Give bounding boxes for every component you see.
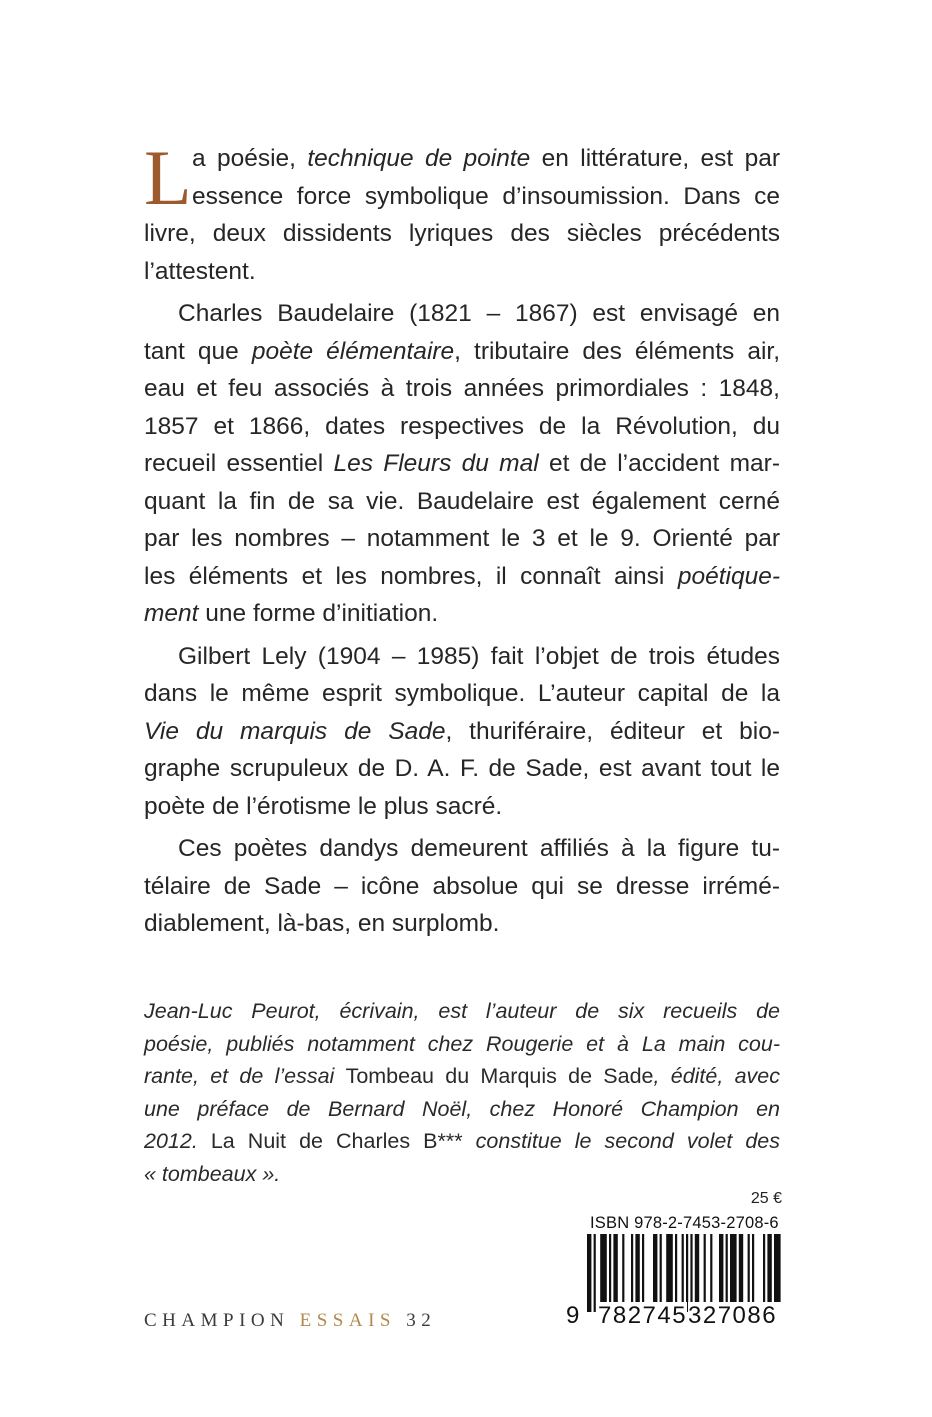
blurb-line: quant la fin de sa vie. Baudelaire est également cerné bbox=[144, 487, 780, 515]
blurb-line: l’attestent. bbox=[144, 257, 256, 285]
barcode-bar bbox=[613, 1234, 617, 1302]
barcode-bar bbox=[642, 1234, 644, 1302]
blurb-line: Charles Baudelaire (1821 – 1867) est envisagé en bbox=[178, 300, 780, 327]
barcode-bar bbox=[710, 1234, 712, 1302]
barcode-bar bbox=[704, 1234, 706, 1302]
barcode-bar bbox=[587, 1234, 591, 1312]
blurb-line: eau et feu associés à trois années primordiales : 1848, bbox=[144, 375, 780, 402]
blurb-line: recueil essentiel Les Fleurs du mal et de l’accident mar- bbox=[144, 450, 781, 477]
isbn-label: ISBN 978-2-7453-2708-6 bbox=[590, 1214, 779, 1232]
series-number: 32 bbox=[406, 1310, 437, 1331]
barcode-digit-first: 9 bbox=[566, 1302, 581, 1329]
blurb-line: livre, deux dissidents lyriques des siècles précédents bbox=[144, 220, 780, 247]
barcode-bar bbox=[660, 1234, 662, 1302]
bio-line: 2012. La Nuit de Charles B*** constitue le second volet des bbox=[144, 1129, 781, 1153]
paragraph-lely bbox=[144, 638, 780, 826]
barcode-bar bbox=[682, 1234, 684, 1302]
paragraph-baudelaire bbox=[144, 295, 780, 633]
barcode-digits-right: 327086 bbox=[688, 1302, 778, 1329]
blurb-line: ment une forme d’initiation. bbox=[144, 600, 439, 627]
barcode-bar bbox=[666, 1234, 673, 1302]
barcode-bar bbox=[774, 1234, 781, 1302]
barcode-bar bbox=[653, 1234, 657, 1302]
barcode-bar bbox=[763, 1234, 765, 1302]
barcode-bar bbox=[752, 1234, 754, 1302]
paragraph-intro bbox=[144, 134, 780, 290]
blurb-line: tant que poète élémentaire, tributaire des éléments air, bbox=[144, 337, 781, 365]
barcode-bar bbox=[726, 1234, 728, 1302]
barcode-bar bbox=[730, 1234, 737, 1302]
blurb-line: Vie du marquis de Sade, thuriféraire, éditeur et bio- bbox=[144, 717, 780, 745]
blurb-line: télaire de Sade – icône absolue qui se dresse irrémé- bbox=[144, 872, 780, 900]
blurb-line: dans le même esprit symbolique. L’auteur capital de la bbox=[144, 680, 780, 707]
barcode-digits-left: 782745 bbox=[598, 1302, 688, 1329]
blurb-line: L a poésie, technique de pointe en littérature, est par bbox=[144, 134, 780, 221]
barcode-bar bbox=[739, 1234, 743, 1302]
blurb-line: Gilbert Lely (1904 – 1985) fait l’objet de trois études bbox=[178, 642, 780, 670]
barcode-bar bbox=[719, 1234, 723, 1302]
barcode-bar bbox=[767, 1234, 771, 1302]
barcode-bar bbox=[675, 1234, 677, 1302]
bio-line: poésie, publiés notamment chez Rougerie et à La main cou- bbox=[144, 1031, 780, 1056]
series-essais: ESSAIS bbox=[299, 1310, 396, 1331]
bio-line: « tombeaux ». bbox=[144, 1161, 281, 1186]
blurb-line: Ces poètes dandys demeurent affiliés à la figure tu- bbox=[178, 835, 780, 862]
barcode-bar bbox=[631, 1234, 633, 1302]
barcode-bar bbox=[635, 1234, 639, 1302]
bio-line: rante, et de l’essai Tombeau du Marquis de Sade, édité, avec bbox=[144, 1064, 780, 1088]
barcode-bar bbox=[748, 1234, 750, 1302]
author-bio bbox=[144, 995, 780, 1190]
blurb bbox=[144, 134, 781, 943]
barcode-bar bbox=[622, 1234, 624, 1302]
blurb-line: par les nombres – notamment le 3 et le 9. Orienté par bbox=[144, 525, 780, 552]
bio-line: une préface de Bernard Noël, chez Honoré Champion en bbox=[144, 1096, 780, 1121]
series-footer bbox=[144, 1310, 436, 1332]
blurb-line: essence force symbolique d’insoumission. Dans ce bbox=[192, 182, 780, 210]
barcode-bar bbox=[594, 1234, 596, 1312]
drop-cap: L bbox=[144, 134, 192, 221]
blurb-line: diablement, là-bas, en surplomb. bbox=[144, 910, 500, 937]
barcode-bar bbox=[600, 1234, 607, 1302]
price-label: 25 € bbox=[750, 1190, 782, 1207]
paragraph-dandys bbox=[144, 830, 780, 943]
bio-line: Jean-Luc Peurot, écrivain, est l’auteur de six recueils de bbox=[144, 999, 780, 1023]
barcode-bar bbox=[609, 1234, 611, 1302]
barcode-bar bbox=[686, 1234, 688, 1312]
blurb-line: 1857 et 1866, dates respectives de la Révolution, du bbox=[144, 412, 780, 440]
blurb-line: graphe scrupuleux de D. A. F. de Sade, est avant tout le bbox=[144, 755, 780, 782]
barcode-bar bbox=[690, 1234, 692, 1312]
blurb-line: poète de l’érotisme le plus sacré. bbox=[144, 792, 503, 820]
series-name: CHAMPION bbox=[144, 1310, 290, 1331]
barcode-bar bbox=[695, 1234, 699, 1302]
blurb-line: les éléments et les nombres, il connaît ainsi poétique- bbox=[144, 562, 780, 590]
